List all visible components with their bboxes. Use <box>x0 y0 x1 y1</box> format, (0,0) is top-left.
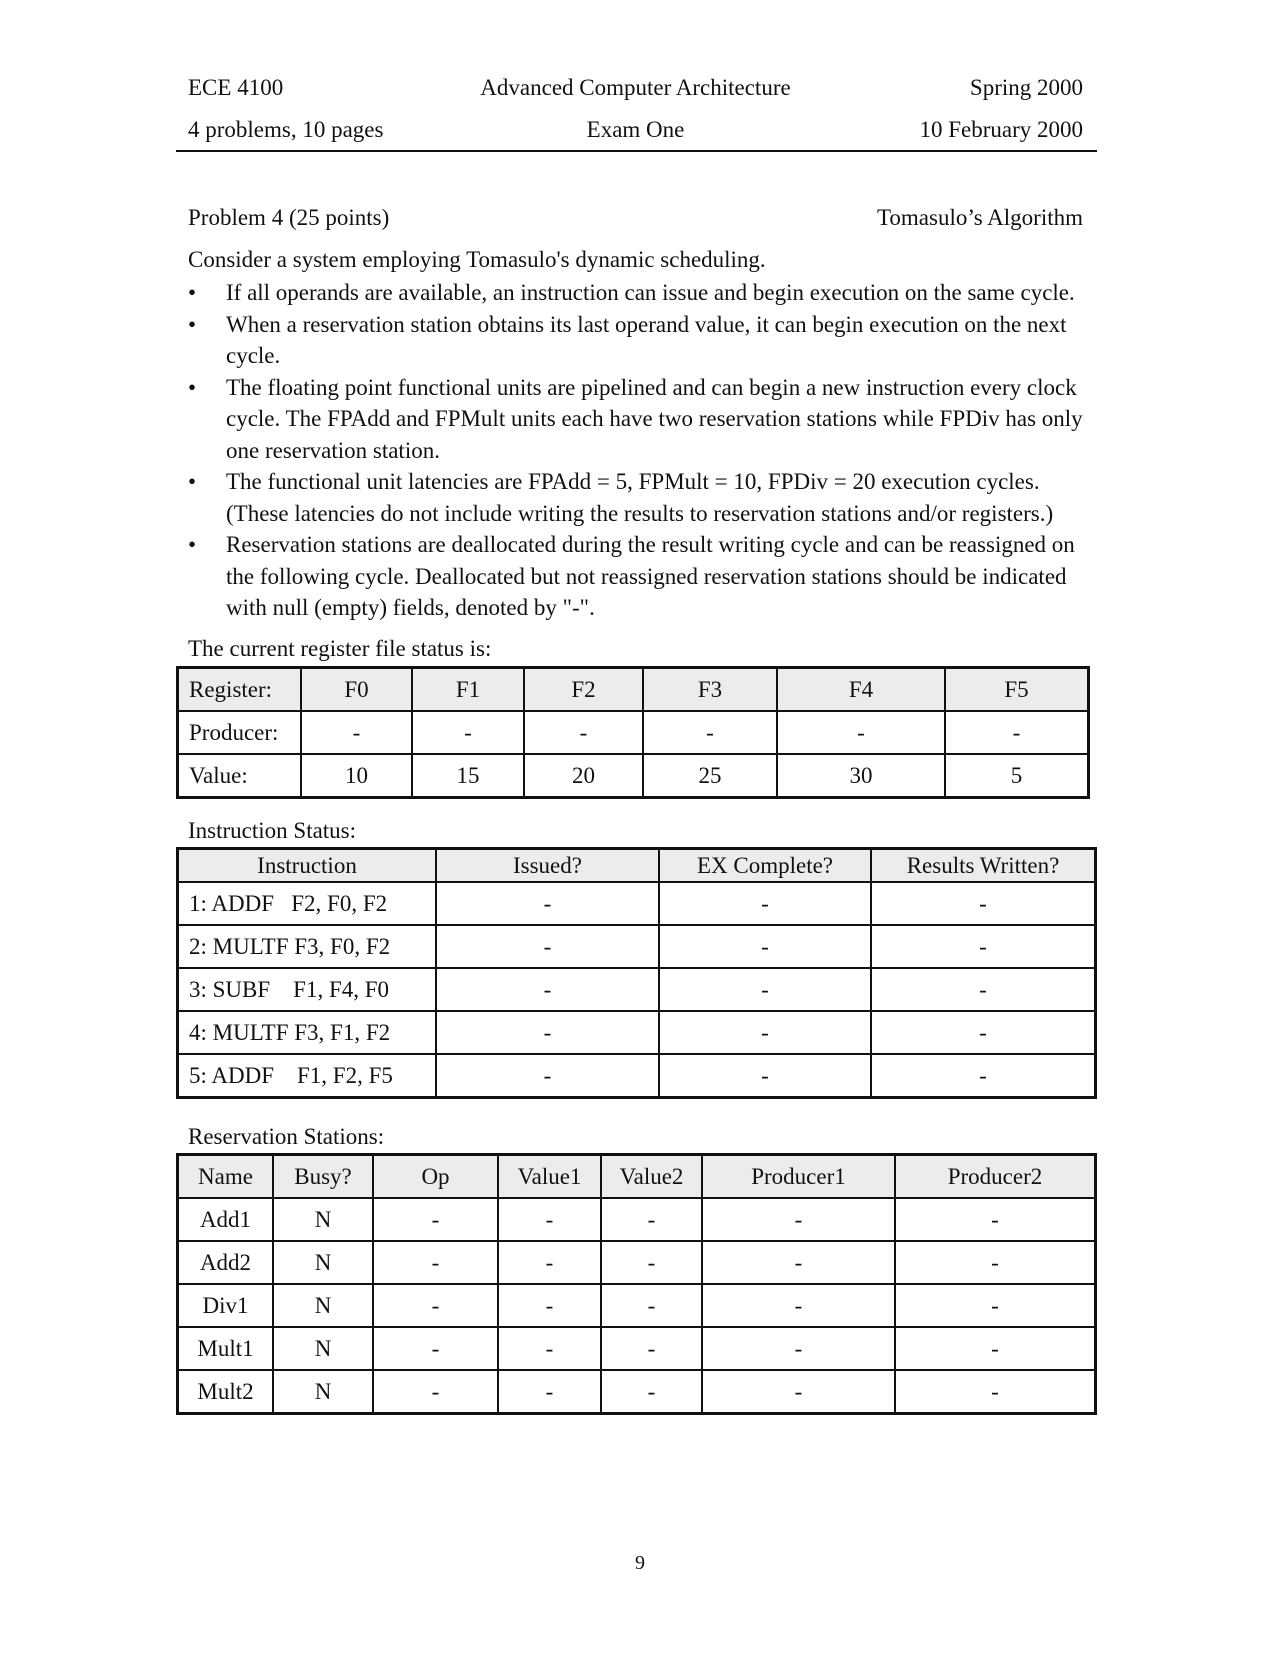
exam-name: Exam One <box>586 117 685 142</box>
register-row: Register: F0 F1 F2 F3 F4 F5 <box>178 668 1088 711</box>
list-item: • When a reservation station obtains its last operand value, it can begin execution on the next cycle. <box>188 309 1098 372</box>
problem-label: Problem 4 (25 points) <box>188 205 390 230</box>
table-row: 1: ADDF F2, F0, F2 - - - <box>178 882 1095 925</box>
value-row: Value: 10 15 20 25 30 5 <box>178 754 1088 797</box>
term: Spring 2000 <box>969 75 1083 100</box>
register-file-caption: The current register file status is: <box>188 636 492 661</box>
producer-row: Producer: - - - - - - <box>178 711 1088 754</box>
list-item: • The functional unit latencies are FPAdd = 5, FPMult = 10, FPDiv = 20 execution cycles. (These latencies do not include writing the results to reservation stations and/or registers.) <box>188 466 1098 529</box>
table-header-row: Name Busy? Op Value1 Value2 Producer1 Producer2 <box>178 1155 1095 1198</box>
table-row: Mult2 N - - - - - <box>178 1370 1095 1413</box>
list-item: • If all operands are available, an instruction can issue and begin execution on the same cycle. <box>188 277 1098 309</box>
course-title: Advanced Computer Architecture <box>480 75 791 100</box>
table-row: 5: ADDF F1, F2, F5 - - - <box>178 1054 1095 1097</box>
table-row: Add1 N - - - - - <box>178 1198 1095 1241</box>
problem-topic: Tomasulo’s Algorithm <box>876 205 1083 230</box>
header-rule <box>176 150 1097 152</box>
page-number: 9 <box>635 1552 645 1574</box>
bullet-icon: • <box>188 532 197 557</box>
table-row: Div1 N - - - - - <box>178 1284 1095 1327</box>
course-code: ECE 4100 <box>188 75 284 100</box>
assumption-list <box>188 277 1098 624</box>
table-row: Add2 N - - - - - <box>178 1241 1095 1284</box>
table-row: 4: MULTF F3, F1, F2 - - - <box>178 1011 1095 1054</box>
list-item: • Reservation stations are deallocated during the result writing cycle and can be reassigned on the following cycle. Deallocated but not reassigned reservation stations should be indicated with null (empty) fields, denoted by "-". <box>188 529 1098 624</box>
bullet-icon: • <box>188 469 197 494</box>
table-row: 2: MULTF F3, F0, F2 - - - <box>178 925 1095 968</box>
header-row-1 <box>176 75 1095 105</box>
reservation-stations-table <box>177 1154 1096 1414</box>
table-row: 3: SUBF F1, F4, F0 - - - <box>178 968 1095 1011</box>
table-row: Mult1 N - - - - - <box>178 1327 1095 1370</box>
table-header-row: Instruction Issued? EX Complete? Results Written? <box>178 849 1095 882</box>
reservation-stations-caption: Reservation Stations: <box>188 1124 385 1149</box>
problem-heading <box>188 205 1095 235</box>
problem-intro: Consider a system employing Tomasulo's dynamic scheduling. <box>188 247 766 272</box>
exam-date: 10 February 2000 <box>919 117 1083 142</box>
register-file-table <box>177 667 1089 798</box>
bullet-icon: • <box>188 280 197 305</box>
exam-size: 4 problems, 10 pages <box>188 117 384 142</box>
bullet-icon: • <box>188 311 197 337</box>
list-item: • The floating point functional units are pipelined and can begin a new instruction every clock cycle. The FPAdd and FPMult units each have two reservation stations while FPDiv has only one reservation station. <box>188 372 1098 467</box>
header-row-2 <box>176 117 1095 147</box>
instruction-status-table <box>177 848 1096 1098</box>
bullet-icon: • <box>188 374 197 400</box>
instruction-status-caption: Instruction Status: <box>188 818 357 843</box>
